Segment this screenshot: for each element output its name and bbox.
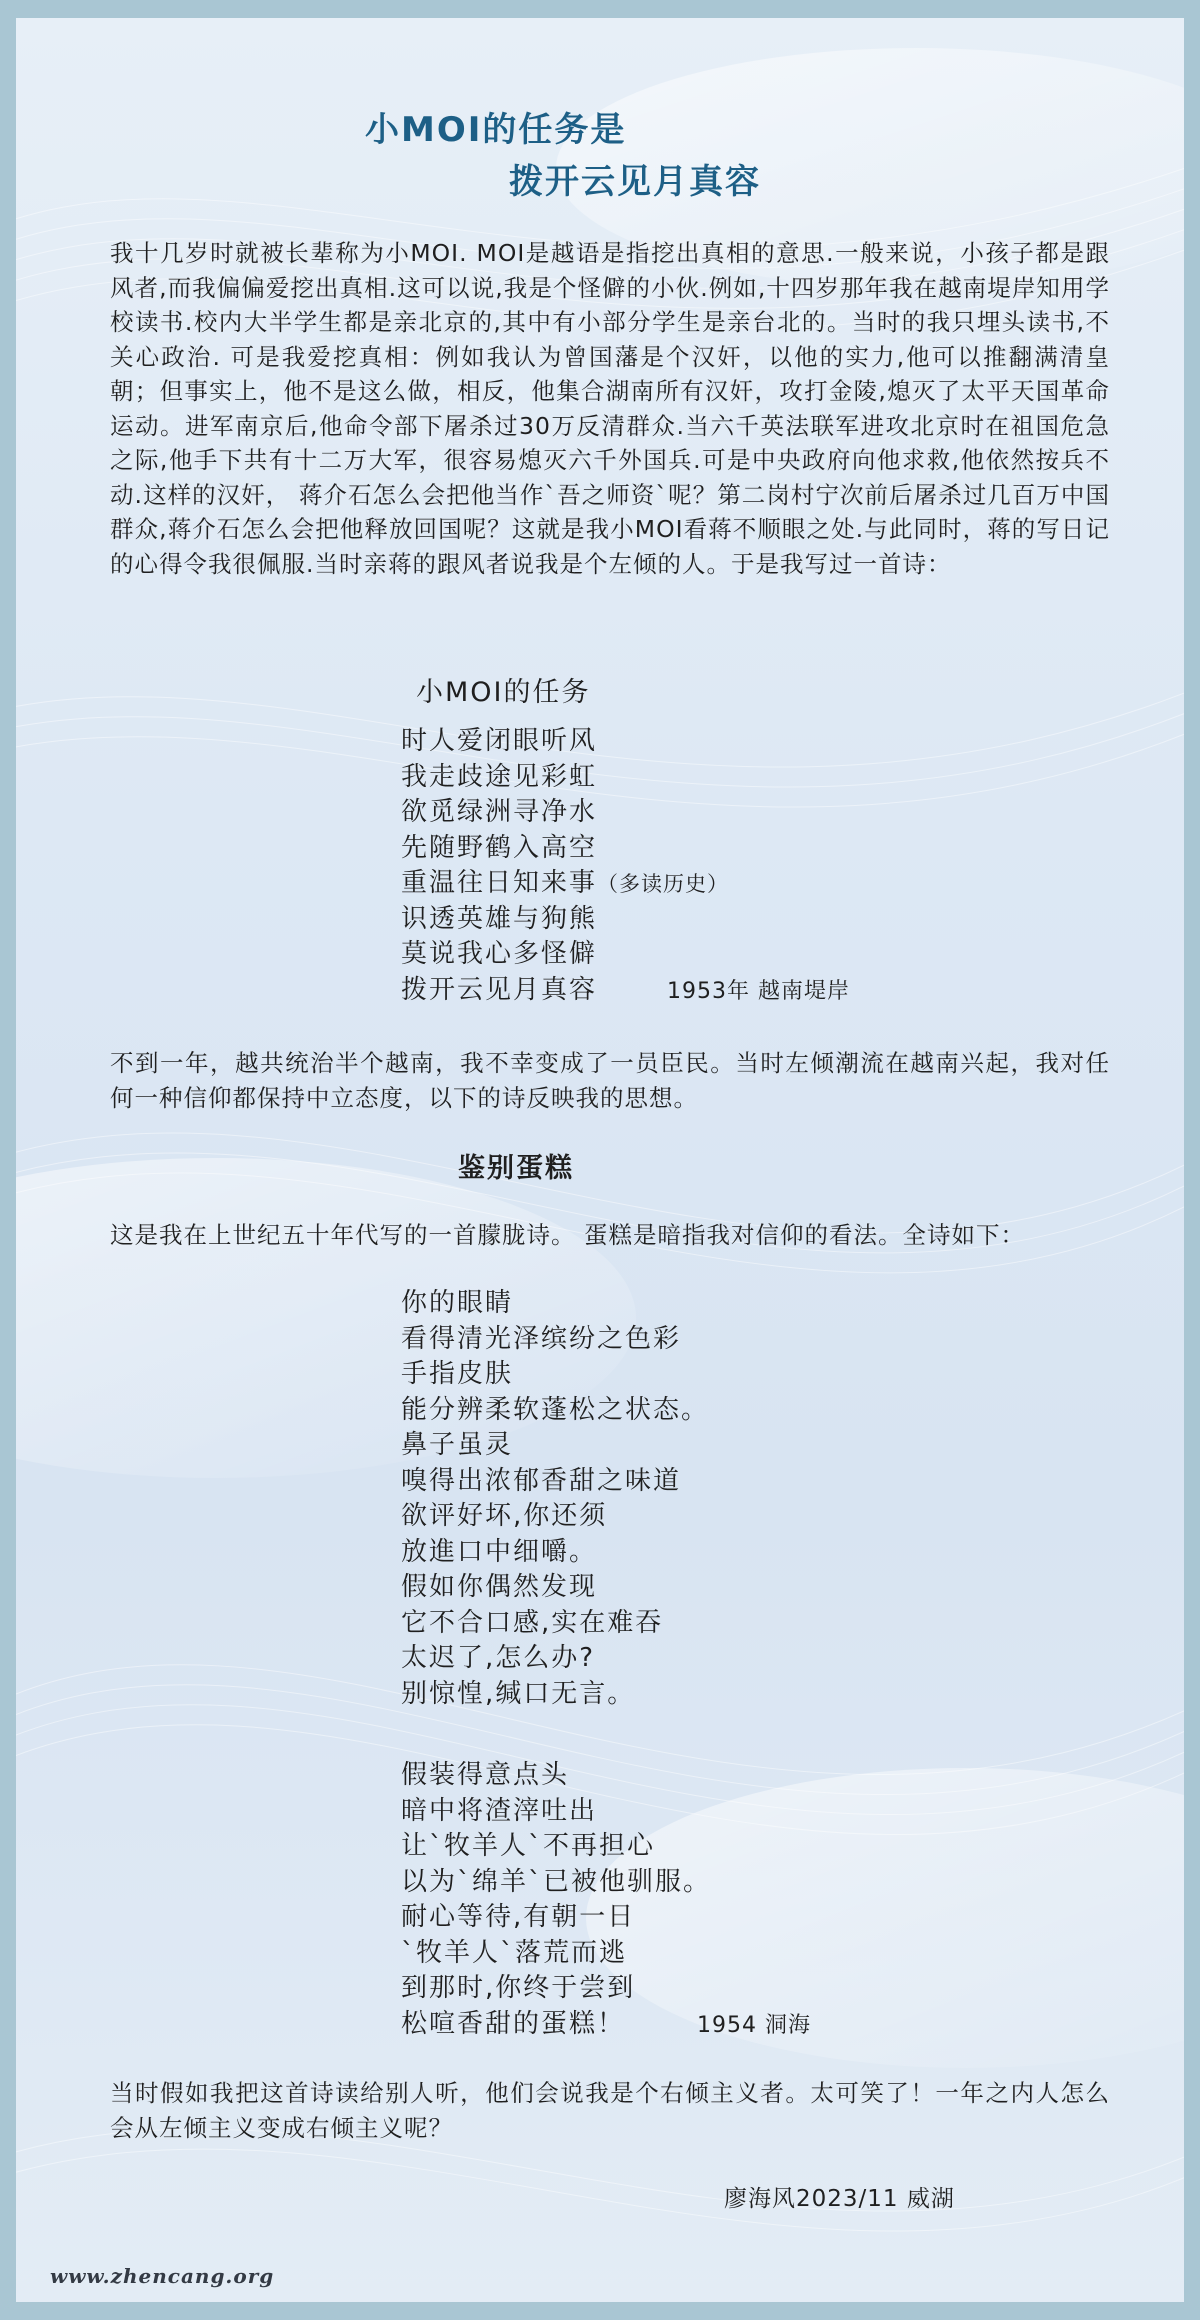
poem2-title: 鉴别蛋糕 bbox=[458, 1153, 574, 1184]
poem-line: 耐心等待,有朝一日 bbox=[401, 1902, 636, 1932]
poem-line: 太迟了,怎么办? bbox=[401, 1643, 596, 1673]
poem2-stanza2 bbox=[401, 1758, 811, 2042]
article bbox=[16, 18, 1184, 2302]
poem-line: 以为`绵羊`已被他驯服。 bbox=[401, 1866, 712, 1897]
poem2-date-place: 1954 洞海 bbox=[697, 2012, 811, 2038]
poem-line: 我走歧途见彩虹 bbox=[401, 761, 598, 792]
poem-line: 莫说我心多怪僻 bbox=[401, 939, 598, 969]
poem-line: 假装得意点头 bbox=[401, 1760, 570, 1790]
poem-line-text: 重温往日知来事 bbox=[401, 868, 598, 898]
poem-line: 先随野鹤入高空 bbox=[401, 832, 598, 863]
poem-line: 放進口中细嚼。 bbox=[401, 1536, 598, 1567]
poem-line: 欲评好坏,你还须 bbox=[401, 1501, 608, 1531]
poem1-title: 小MOI的任务 bbox=[416, 677, 591, 708]
poem1-lines bbox=[401, 724, 850, 1008]
page-frame bbox=[16, 18, 1184, 2302]
poem-line: 时人爱闭眼听风 bbox=[401, 726, 598, 756]
poem-line: 你的眼睛 bbox=[401, 1288, 514, 1318]
poem1-note: （多读历史） bbox=[597, 872, 730, 896]
poem-line: 嗅得出浓郁香甜之味道 bbox=[401, 1465, 682, 1496]
poem-line-text: 拨开云见月真容 bbox=[401, 974, 598, 1005]
author-signature: 廖海风2023/11 威湖 bbox=[724, 2186, 955, 2212]
poem-line: 它不合口感,实在难吞 bbox=[401, 1607, 664, 1638]
page-title-line-1: 小MOI的任务是 bbox=[365, 110, 627, 150]
poem-line: 手指皮肤 bbox=[401, 1359, 514, 1389]
site-watermark: www.zhencang.org bbox=[50, 2264, 275, 2288]
poem-line: 假如你偶然发现 bbox=[401, 1572, 598, 1602]
poem-line: 看得清光泽缤纷之色彩 bbox=[401, 1323, 682, 1354]
poem2-intro: 这是我在上世纪五十年代写的一首朦胧诗。 蛋糕是暗指我对信仰的看法。全诗如下： bbox=[110, 1221, 1025, 1249]
poem-line bbox=[401, 2007, 811, 2043]
poem-line: 识透英雄与狗熊 bbox=[401, 903, 598, 934]
poem-line-text: 松喧香甜的蛋糕！ bbox=[401, 2008, 626, 2039]
poem-line: 暗中将渣滓吐出 bbox=[401, 1795, 598, 1826]
poem-line bbox=[401, 866, 850, 902]
poem-line bbox=[401, 973, 850, 1009]
poem-line: `牧羊人`落荒而逃 bbox=[401, 1937, 628, 1968]
poem-line: 别惊惶,缄口无言。 bbox=[401, 1678, 636, 1709]
closing-paragraph: 当时假如我把这首诗读给别人听，他们会说我是个右倾主义者。太可笑了！一年之内人怎么会从左倾主义变成右倾主义呢？ bbox=[110, 2079, 1110, 2142]
poem-line: 能分辨柔软蓬松之状态。 bbox=[401, 1394, 710, 1425]
poem-line: 让`牧羊人`不再担心 bbox=[401, 1831, 656, 1861]
middle-paragraph: 不到一年，越共统治半个越南，我不幸变成了一员臣民。当时左倾潮流在越南兴起，我对任何一种信仰都保持中立态度，以下的诗反映我的思想。 bbox=[110, 1049, 1110, 1112]
poem-line: 欲觅绿洲寻净水 bbox=[401, 797, 598, 827]
poem2-stanza1 bbox=[401, 1286, 709, 1712]
poem-line: 到那时,你终于尝到 bbox=[401, 1973, 636, 2003]
poem-line: 鼻子虽灵 bbox=[401, 1430, 514, 1460]
page-title-line-2: 拨开云见月真容 bbox=[509, 162, 761, 202]
intro-paragraph: 我十几岁时就被长辈称为小MOI. MOI是越语是指挖出真相的意思.一般来说，小孩子都是跟风者,而我偏偏爱挖出真相.这可以说,我是个怪僻的小伙.例如,十四岁那年我在越南堤岸知用学校读书.校内大半学生都是亲北京的,其中有小部分学生是亲台北的。当时的我只埋头读书,不关心政治. 可是我爱挖真相：例如我认为曾国藩是个汉奸，以他的实力,他可以推翻满清皇朝；但事实上，他不是这么做，相反，他集合湖南所有汉奸，攻打金陵,熄灭了太平天国革命运动。进军南京后,他命令部下屠杀过30万反清群众.当六千英法联军进攻北京时在祖国危急之际,他手下共有十二万大军，很容易熄灭六千外国兵.可是中央政府向他求救,他依然按兵不动.这样的汉奸， 蒋介石怎么会把他当作`吾之师资`呢？第二岗村宁次前后屠杀过几百万中国群众,蒋介石怎么会把他释放回国呢？这就是我小MOI看蒋不顺眼之处.与此同时，蒋的写日记的心得令我很佩服.当时亲蒋的跟风者说我是个左倾的人。于是我写过一首诗： bbox=[110, 239, 1110, 578]
poem1-date-place: 1953年 越南堤岸 bbox=[667, 978, 850, 1004]
